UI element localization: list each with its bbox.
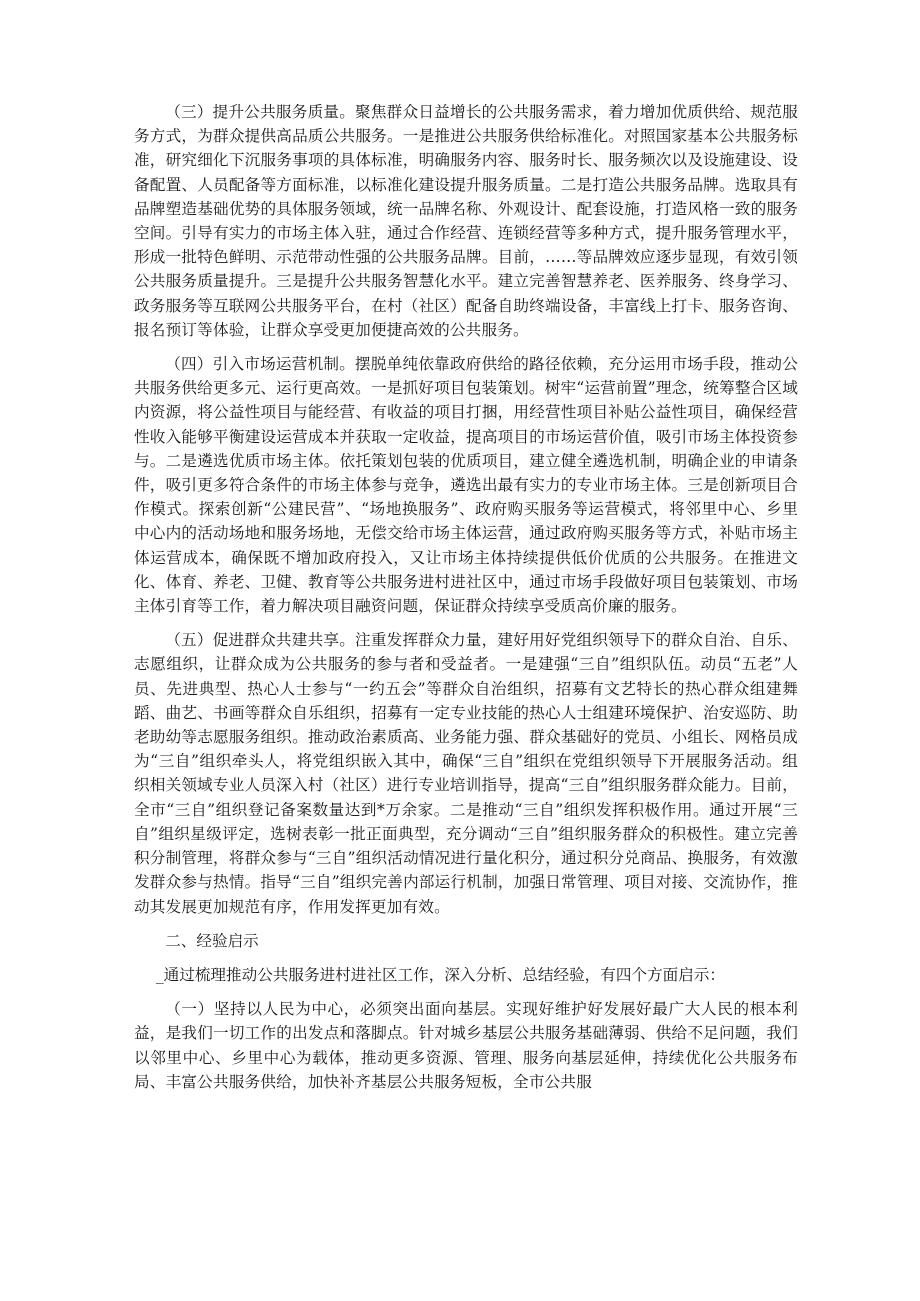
paragraph-5-community: （五）促进群众共建共享。注重发挥群众力量，建好用好党组织领导下的群众自治、自乐、志愿组织，让群众成为公共服务的参与者和受益者。一是建强“三自”组织队伍。动员“五老”人员、先进典型、热心人士参与“一约五会”等群众自治组织，招募有文艺特长的热心群众组建舞蹈、曲艺、书画等群众自乐组织，招募有一定专业技能的热心人士组建环境保护、治安巡防、助老助幼等志愿服务组织。推动政治素质高、业务能力强、群众基础好的党员、小组长、网格员成为“三自”组织牵头人，将党组织嵌入其中，确保“三自”组织在党组织领导下开展服务活动。组织相关领域专业人员深入村（社区）进行专业培训指导，提高“三自”组织服务群众能力。目前，全市“三自”组织登记备案数量达到*万余家。二是推动“三自”组织发挥积极作用。通过开展“三自”组织星级评定，选树表彰一批正面典型，充分调动“三自”组织服务群众的积极性。建立完善积分制管理，将群众参与“三自”组织活动情况进行量化积分，通过积分兑商品、换服务，有效激发群众参与热情。指导“三自”组织完善内部运行机制，加强日常管理、项目对接、交流协作，推动其发展更加规范有序，作用发挥更加有效。 bbox=[134, 631, 798, 916]
paragraph-1-people-centered: （一）坚持以人民为中心，必须突出面向基层。实现好维护好发展好最广大人民的根本利益，是我们一切工作的出发点和落脚点。针对城乡基层公共服务基础薄弱、供给不足问题，我们以邻里中心、乡里中心为载体，推动更多资源、管理、服务向基层延伸，持续优化公共服务布局、丰富公共服务供给，加快补齐基层公共服务短板，全市公共服 bbox=[134, 1000, 798, 1091]
document-page bbox=[134, 100, 798, 1094]
section-heading: 二、经验启示 bbox=[165, 931, 259, 950]
paragraph-3-quality: （三）提升公共服务质量。聚焦群众日益增长的公共服务需求，着力增加优质供给、规范服务方式，为群众提供高品质公共服务。一是推进公共服务供给标准化。对照国家基本公共服务标准，研究细化下沉服务事项的具体标准，明确服务内容、服务时长、服务频次以及设施建设、设备配置、人员配备等方面标准，以标准化建设提升服务质量。二是打造公共服务品牌。选取具有品牌塑造基础优势的具体服务领域，统一品牌名称、外观设计、配套设施，打造风格一致的服务空间。引导有实力的市场主体入驻，通过合作经营、连锁经营等多种方式，提升服务管理水平，形成一批特色鲜明、示范带动性强的公共服务品牌。目前，……等品牌效应逐步显现，有效引领公共服务质量提升。三是提升公共服务智慧化水平。建立完善智慧养老、医养服务、终身学习、政务服务等互联网公共服务平台，在村（社区）配备自助终端设备，丰富线上打卡、服务咨询、报名预订等体验，让群众享受更加便捷高效的公共服务。 bbox=[134, 103, 798, 339]
section-intro: _通过梳理推动公共服务进村进社区工作，深入分析、总结经验，有四个方面启示： bbox=[155, 965, 726, 984]
paragraph-4-market: （四）引入市场运营机制。摆脱单纯依靠政府供给的路径依赖，充分运用市场手段，推动公共服务供给更多元、运行更高效。一是抓好项目包装策划。树牢“运营前置”理念，统筹整合区域内资源，将公益性项目与能经营、有收益的项目打捆，用经营性项目补贴公益性项目，确保经营性收入能够平衡建设运营成本并获取一定收益，提高项目的市场运营价值，吸引市场主体投资参与。二是遴选优质市场主体。依托策划包装的优质项目，建立健全遴选机制，明确企业的申请条件，吸引更多符合条件的市场主体参与竞争，遴选出最有实力的专业市场主体。三是创新项目合作模式。探索创新“公建民营”、“场地换服务”、政府购买服务等运营模式，将邻里中心、乡里中心内的活动场地和服务场地，无偿交给市场主体运营，通过政府购买服务等方式，补贴市场主体运营成本，确保既不增加政府投入，又让市场主体持续提供低价优质的公共服务。在推进文化、体育、养老、卫健、教育等公共服务进村进社区中，通过市场手段做好项目包装策划、市场主体引育等工作，着力解决项目融资问题，保证群众持续享受质高价廉的服务。 bbox=[134, 355, 798, 616]
